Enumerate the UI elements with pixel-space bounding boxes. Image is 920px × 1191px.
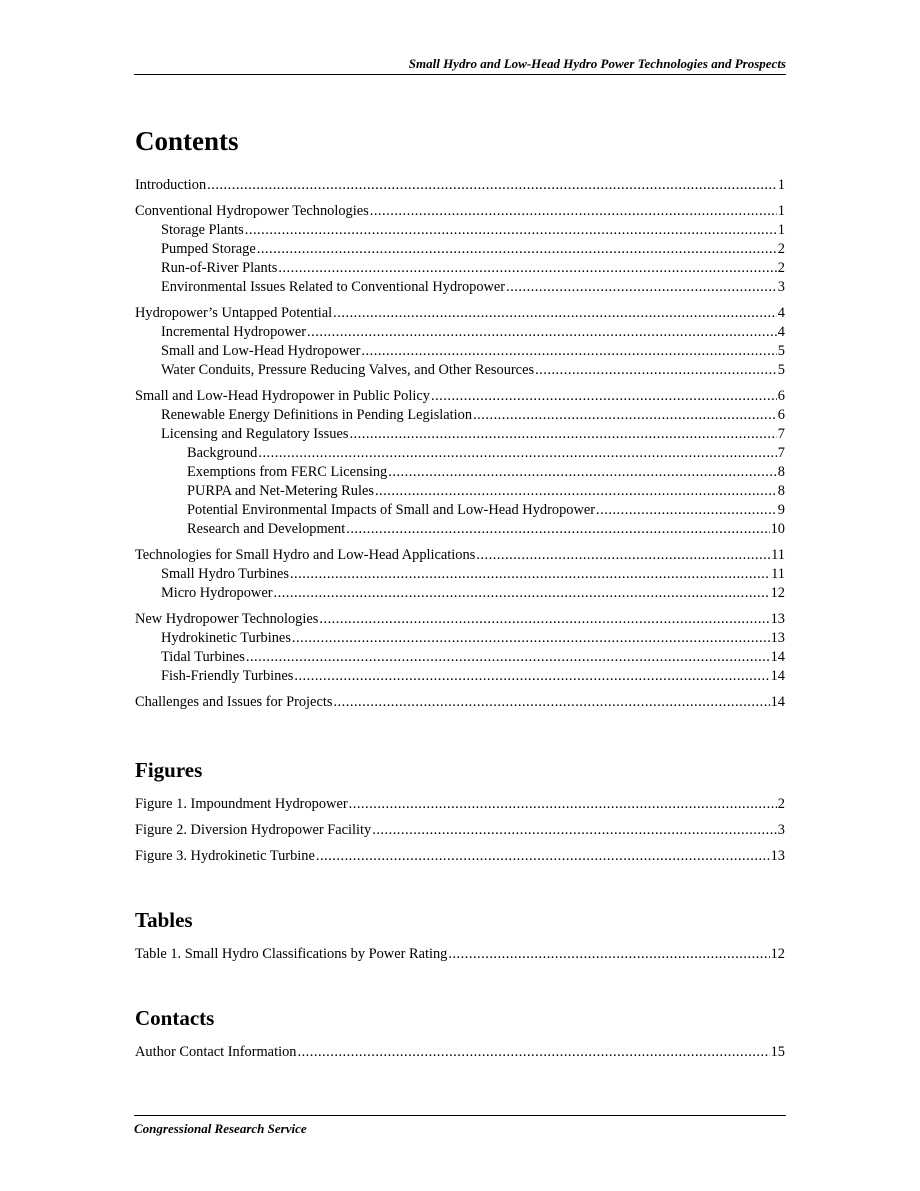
- figures-heading: Figures: [135, 758, 203, 782]
- tables-list: [135, 945, 785, 964]
- toc-entry-hydrokinetic-turbines[interactable]: Hydrokinetic Turbines ..... 13: [135, 629, 785, 648]
- toc-entry-fish-friendly-turbines[interactable]: Fish-Friendly Turbines ..... 14: [135, 667, 785, 686]
- toc-entry-table-1[interactable]: Table 1. Small Hydro Classifications by Power Rating ..... 12: [135, 945, 785, 964]
- toc-entry-incremental-hydropower[interactable]: Incremental Hydropower ..... 4: [135, 323, 785, 342]
- document-body: [135, 124, 785, 1062]
- toc-entry-storage-plants[interactable]: Storage Plants ..... 1: [135, 221, 785, 240]
- toc-entry-run-of-river[interactable]: Run-of-River Plants ..... 2: [135, 259, 785, 278]
- toc-entry-background[interactable]: Background ..... 7: [135, 444, 785, 463]
- toc-entry-untapped-potential[interactable]: Hydropower’s Untapped Potential ..... 4: [135, 304, 785, 323]
- toc-entry-environmental-impacts[interactable]: Potential Environmental Impacts of Small and Low-Head Hydropower ..... 9: [135, 501, 785, 520]
- toc-entry-micro-hydropower[interactable]: Micro Hydropower ..... 12: [135, 584, 785, 603]
- running-header: Small Hydro and Low-Head Hydro Power Technologies and Prospects: [134, 56, 786, 75]
- toc-entry-figure-1[interactable]: Figure 1. Impoundment Hydropower ..... 2: [135, 795, 785, 814]
- toc-entry-technologies[interactable]: Technologies for Small Hydro and Low-Head Applications ..... 11: [135, 546, 785, 565]
- toc-entry-ferc-exemptions[interactable]: Exemptions from FERC Licensing ..... 8: [135, 463, 785, 482]
- figures-list: [135, 795, 785, 866]
- toc-entry-pumped-storage[interactable]: Pumped Storage ..... 2: [135, 240, 785, 259]
- contacts-heading: Contacts: [135, 1006, 215, 1030]
- toc-entry-figure-3[interactable]: Figure 3. Hydrokinetic Turbine ..... 13: [135, 847, 785, 866]
- tables-heading: Tables: [135, 908, 193, 932]
- toc-entry-conventional-hydropower[interactable]: Conventional Hydropower Technologies ..... 1: [135, 202, 785, 221]
- running-footer: Congressional Research Service: [134, 1115, 786, 1137]
- toc-entry-water-conduits[interactable]: Water Conduits, Pressure Reducing Valves, and Other Resources ..... 5: [135, 361, 785, 380]
- toc-entry-tidal-turbines[interactable]: Tidal Turbines ..... 14: [135, 648, 785, 667]
- contents-list: [135, 176, 785, 712]
- toc-entry-introduction[interactable]: Introduction ..... 1: [135, 176, 785, 195]
- contacts-list: [135, 1043, 785, 1062]
- contents-heading: Contents: [135, 126, 239, 156]
- toc-entry-research-development[interactable]: Research and Development ..... 10: [135, 520, 785, 539]
- toc-entry-challenges[interactable]: Challenges and Issues for Projects ..... 14: [135, 693, 785, 712]
- toc-entry-figure-2[interactable]: Figure 2. Diversion Hydropower Facility ..... 3: [135, 821, 785, 840]
- toc-entry-renewable-definitions[interactable]: Renewable Energy Definitions in Pending Legislation ..... 6: [135, 406, 785, 425]
- toc-entry-public-policy[interactable]: Small and Low-Head Hydropower in Public Policy ..... 6: [135, 387, 785, 406]
- toc-entry-small-hydro-turbines[interactable]: Small Hydro Turbines ..... 11: [135, 565, 785, 584]
- toc-entry-small-low-head[interactable]: Small and Low-Head Hydropower ..... 5: [135, 342, 785, 361]
- toc-entry-author-contact[interactable]: Author Contact Information ..... 15: [135, 1043, 785, 1062]
- toc-entry-purpa-net-metering[interactable]: PURPA and Net-Metering Rules ..... 8: [135, 482, 785, 501]
- toc-entry-licensing-regulatory[interactable]: Licensing and Regulatory Issues ..... 7: [135, 425, 785, 444]
- toc-entry-environmental-issues[interactable]: Environmental Issues Related to Conventional Hydropower ..... 3: [135, 278, 785, 297]
- toc-entry-new-technologies[interactable]: New Hydropower Technologies ..... 13: [135, 610, 785, 629]
